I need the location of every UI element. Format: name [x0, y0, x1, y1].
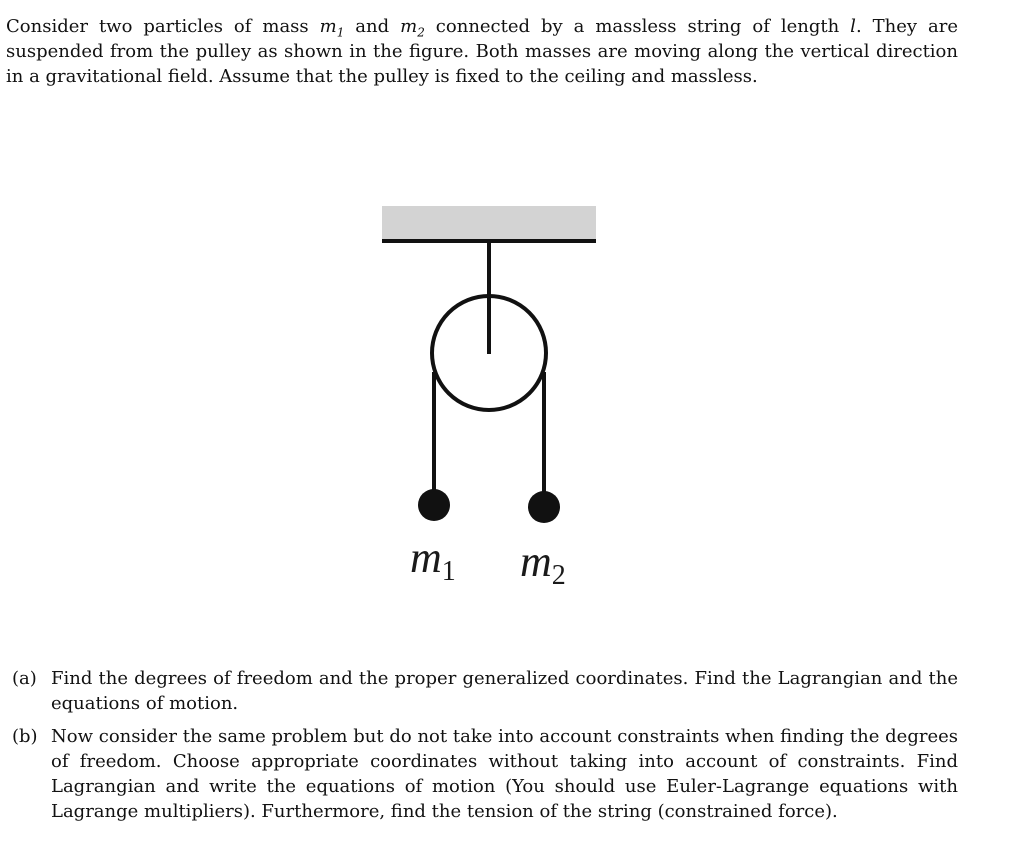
- question-list: [12, 666, 958, 832]
- mass-2-symbol: $m_2$: [400, 16, 425, 40]
- question-b: [12, 724, 958, 824]
- question-a: [12, 666, 958, 716]
- intro-text-1: Consider two particles of mass: [6, 16, 320, 37]
- pulley-figure: [372, 200, 612, 600]
- question-a-text: Find the degrees of freedom and the proper generalized coordinates. Find the Lagrangian and the equations of motion.: [51, 668, 958, 714]
- problem-statement: [6, 14, 958, 89]
- question-b-text: Now consider the same problem but do not take into account constraints when finding the degrees of freedom. Choose appropriate coordinates without taking into account of constraints. Find Lagrangian and write the equations of motion (You should use Euler-Lagrange equations with Lagrange multipliers). Furthermore, find the tension of the string (constrained force).: [51, 726, 958, 822]
- length-symbol: l: [850, 16, 856, 37]
- mass-1-label: m1: [410, 533, 456, 587]
- pulley-diagram: [372, 200, 612, 600]
- mass-2-label: m2: [520, 537, 566, 591]
- question-a-label: (a): [12, 668, 37, 689]
- intro-text-3: connected by a massless string of length: [424, 16, 851, 37]
- intro-text-4: . They are suspended from the pulley as shown in the figure. Both masses are moving along the vertical direction in a gravitational field. Assume that the pulley is fixed to the ceiling and massless.: [6, 16, 958, 87]
- mass-2-ball: [528, 491, 560, 523]
- mass-1-symbol: $m_1$: [319, 16, 345, 40]
- mass-1-ball: [418, 489, 450, 521]
- ceiling: [382, 206, 596, 240]
- question-b-label: (b): [12, 726, 38, 747]
- intro-text-2: and: [344, 16, 401, 37]
